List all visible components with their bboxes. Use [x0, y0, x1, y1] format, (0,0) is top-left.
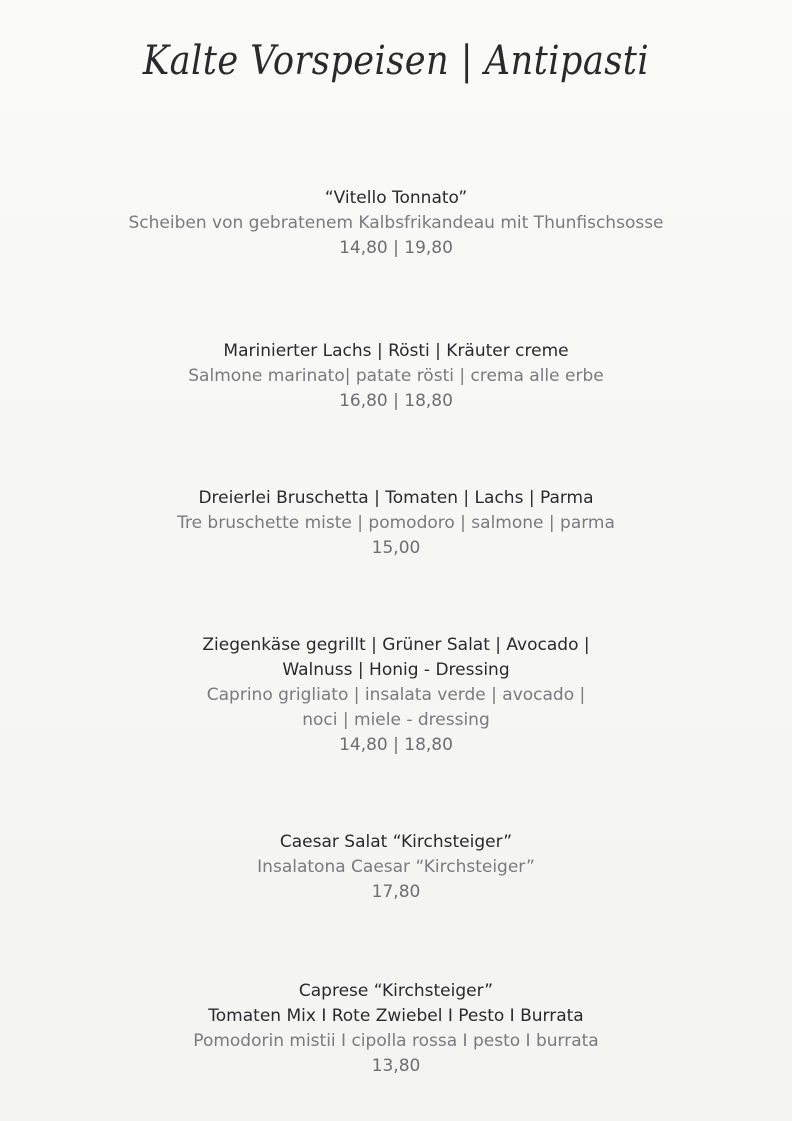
dish-name: Caesar Salat “Kirchsteiger” — [279, 832, 513, 852]
dish-name: “Vitello Tonnato” — [324, 188, 468, 208]
dish-description-continued: noci | miele - dressing — [302, 710, 490, 730]
dish-description: Tre bruschette miste | pomodoro | salmone | parma — [177, 513, 615, 533]
dish-name: Caprese “Kirchsteiger” — [298, 981, 494, 1001]
dish-description: Salmone marinato| patate rösti | crema alle erbe — [188, 366, 604, 386]
menu-title: Kalte Vorspeisen | Antipasti — [142, 38, 650, 84]
dish-name: Ziegenkäse gegrillt | Grüner Salat | Avocado | — [202, 635, 590, 655]
dish-name: Marinierter Lachs | Rösti | Kräuter creme — [223, 341, 569, 361]
dish-price: 13,80 — [371, 1056, 421, 1076]
menu-item-caprese — [0, 979, 792, 1079]
dish-description: Insalatona Caesar “Kirchsteiger” — [257, 857, 535, 877]
dish-price: 17,80 — [371, 882, 421, 902]
menu-item-marinierter-lachs — [0, 339, 792, 414]
menu-item-ziegenkaese — [0, 633, 792, 758]
dish-name-continued: Tomaten Mix I Rote Zwiebel I Pesto I Burrata — [208, 1006, 584, 1026]
dish-description: Caprino grigliato | insalata verde | avocado | — [206, 685, 586, 705]
dish-description: Scheiben von gebratenem Kalbsfrikandeau mit Thunfischsosse — [128, 213, 664, 233]
dish-description: Pomodorin mistii I cipolla rossa I pesto I burrata — [193, 1031, 599, 1051]
dish-name-continued: Walnuss | Honig - Dressing — [282, 660, 510, 680]
menu-item-vitello-tonnato — [0, 186, 792, 261]
dish-price: 15,00 — [371, 538, 421, 558]
menu-item-bruschetta — [0, 486, 792, 561]
dish-price: 14,80 | 19,80 — [339, 238, 453, 258]
dish-name: Dreierlei Bruschetta | Tomaten | Lachs | Parma — [198, 488, 594, 508]
menu-item-caesar-salat — [0, 830, 792, 905]
dish-price: 14,80 | 18,80 — [339, 735, 453, 755]
dish-price: 16,80 | 18,80 — [339, 391, 453, 411]
